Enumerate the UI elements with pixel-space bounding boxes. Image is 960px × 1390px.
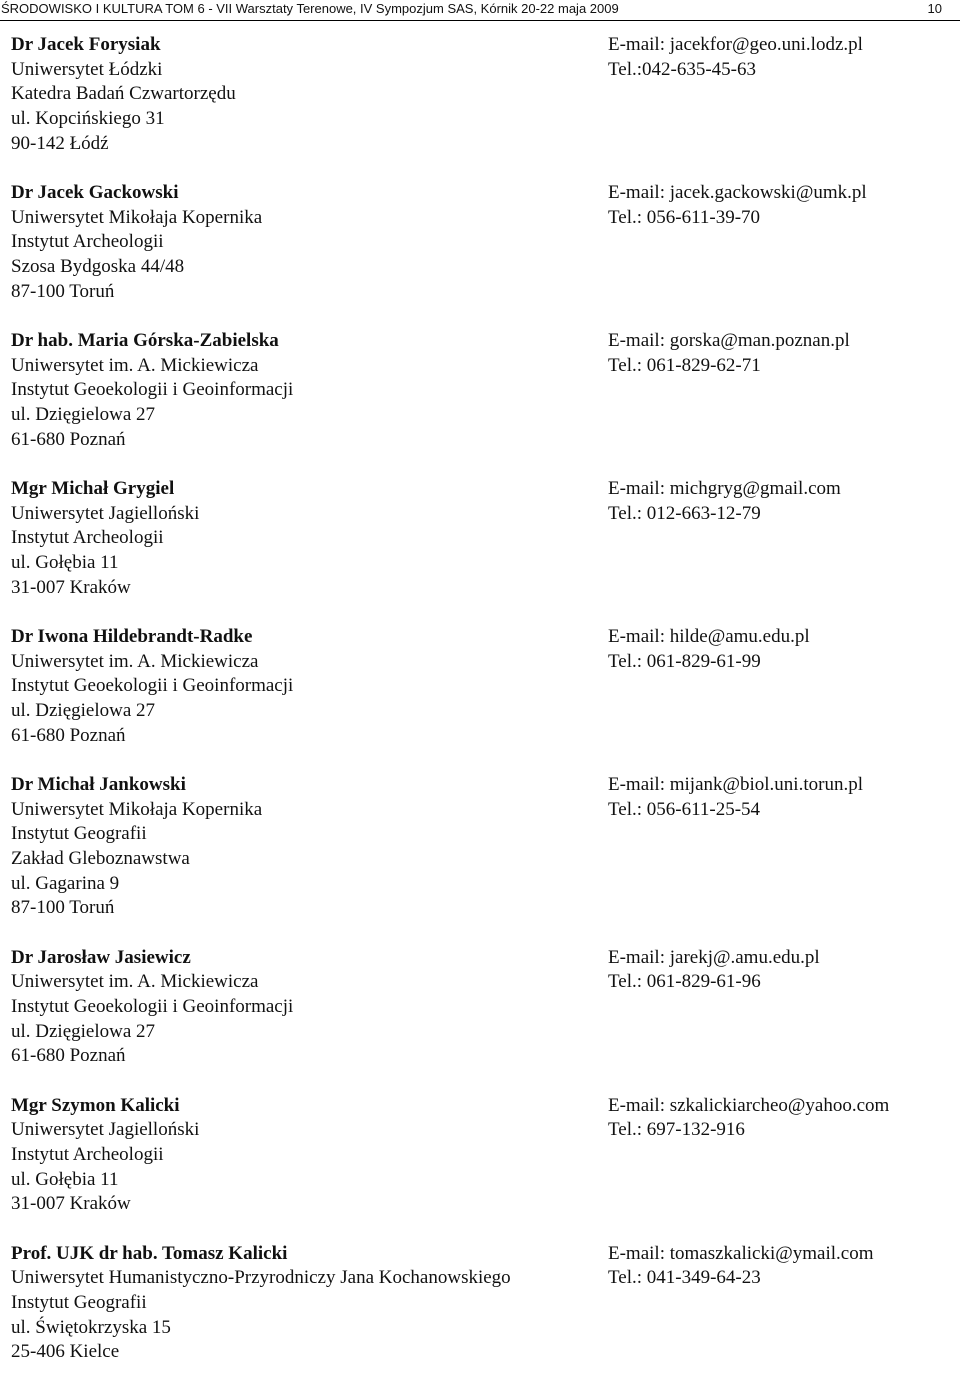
address-line: Uniwersytet Łódzki <box>11 58 163 80</box>
contact-phone: Tel.: 056-611-39-70 <box>608 206 761 228</box>
address-line: Instytut Geografii <box>11 823 147 845</box>
address-line: 61-680 Poznań <box>11 428 126 450</box>
address-line: 31-007 Kraków <box>11 1193 131 1215</box>
contact-details <box>608 946 958 995</box>
contact-entry <box>0 1094 960 1242</box>
address-line: 87-100 Toruń <box>11 897 115 919</box>
running-header <box>0 0 960 21</box>
contact-email: E-mail: szkalickiarcheo@yahoo.com <box>608 1094 890 1116</box>
address-line: 25-406 Kielce <box>11 1341 120 1363</box>
address-line: Uniwersytet im. A. Mickiewicza <box>11 354 259 376</box>
address-line: Uniwersytet Jagielloński <box>11 502 200 524</box>
contact-entry <box>0 773 960 946</box>
address-line: Instytut Geoekologii i Geoinformacji <box>11 379 294 401</box>
contact-phone: Tel.: 061-829-61-99 <box>608 650 761 672</box>
address-line: Szosa Bydgoska 44/48 <box>11 256 185 278</box>
contact-entry <box>0 33 960 181</box>
contact-email: E-mail: mijank@biol.uni.torun.pl <box>608 774 863 795</box>
address-line: ul. Gołębia 11 <box>11 1168 119 1190</box>
contact-phone: Tel.: 697-132-916 <box>608 1119 745 1141</box>
contact-phone: Tel.: 056-611-25-54 <box>608 798 761 820</box>
contact-address <box>11 1242 596 1365</box>
contact-address <box>11 33 596 156</box>
contact-phone: Tel.:042-635-45-63 <box>608 58 757 80</box>
contact-details <box>608 1094 958 1143</box>
contact-name: Dr Jarosław Jasiewicz <box>11 946 191 968</box>
contact-email: E-mail: hilde@amu.edu.pl <box>608 626 810 647</box>
contact-email: E-mail: michgryg@gmail.com <box>608 478 841 499</box>
address-line: 61-680 Poznań <box>11 724 126 746</box>
contact-entry <box>0 625 960 773</box>
address-line: Instytut Archeologii <box>11 1144 164 1166</box>
contact-name: Prof. UJK dr hab. Tomasz Kalicki <box>11 1242 288 1264</box>
contact-email: E-mail: jacekfor@geo.uni.lodz.pl <box>608 34 863 55</box>
contact-address <box>11 477 596 600</box>
address-line: Zakład Gleboznawstwa <box>11 848 190 870</box>
contact-email: E-mail: jacek.gackowski@umk.pl <box>608 182 867 203</box>
contact-name: Dr Michał Jankowski <box>11 774 186 795</box>
contact-email: E-mail: tomaszkalicki@ymail.com <box>608 1242 874 1264</box>
contact-email: E-mail: gorska@man.poznan.pl <box>608 330 850 351</box>
address-line: Katedra Badań Czwartorzędu <box>11 83 236 105</box>
address-line: Instytut Geografii <box>11 1292 147 1314</box>
header-title: ŚRODOWISKO I KULTURA TOM 6 - VII Warsztaty Terenowe, IV Sympozjum SAS, Kórnik 20-22 maja 2009 <box>1 1 619 16</box>
address-line: ul. Gołębia 11 <box>11 552 119 574</box>
contact-details <box>608 477 958 526</box>
address-line: Uniwersytet Humanistyczno-Przyrodniczy Jana Kochanowskiego <box>11 1267 511 1289</box>
contact-address <box>11 625 596 748</box>
contact-details <box>608 1242 958 1291</box>
contact-entry <box>0 329 960 477</box>
address-line: 31-007 Kraków <box>11 576 131 598</box>
contact-entry <box>0 477 960 625</box>
contact-address <box>11 946 596 1069</box>
contact-name: Dr Jacek Gackowski <box>11 182 179 203</box>
address-line: 87-100 Toruń <box>11 280 115 302</box>
contact-entry <box>0 181 960 329</box>
address-line: Instytut Geoekologii i Geoinformacji <box>11 675 294 697</box>
contact-name: Dr hab. Maria Górska-Zabielska <box>11 330 279 351</box>
address-line: ul. Dzięgielowa 27 <box>11 700 156 722</box>
address-line: 61-680 Poznań <box>11 1045 126 1067</box>
address-line: Uniwersytet Jagielloński <box>11 1119 200 1141</box>
address-line: ul. Dzięgielowa 27 <box>11 404 156 426</box>
contact-email: E-mail: jarekj@.amu.edu.pl <box>608 946 820 968</box>
contact-address <box>11 1094 596 1217</box>
address-line: ul. Kopcińskiego 31 <box>11 108 165 130</box>
contact-address <box>11 329 596 452</box>
address-line: Uniwersytet im. A. Mickiewicza <box>11 650 259 672</box>
address-line: ul. Gagarina 9 <box>11 872 120 894</box>
address-line: ul. Świętokrzyska 15 <box>11 1316 171 1338</box>
address-line: ul. Dzięgielowa 27 <box>11 1020 156 1042</box>
address-line: 90-142 Łódź <box>11 132 109 154</box>
contact-details <box>608 625 958 674</box>
contact-details <box>608 181 958 230</box>
contact-details <box>608 329 958 378</box>
contact-phone: Tel.: 061-829-62-71 <box>608 354 761 376</box>
contact-name: Dr Jacek Forysiak <box>11 34 161 55</box>
contact-address <box>11 773 596 921</box>
address-line: Instytut Archeologii <box>11 231 164 253</box>
contact-name: Mgr Szymon Kalicki <box>11 1094 180 1116</box>
address-line: Uniwersytet Mikołaja Kopernika <box>11 206 263 228</box>
contact-list <box>0 33 960 1390</box>
contact-address <box>11 181 596 304</box>
contact-name: Dr Iwona Hildebrandt-Radke <box>11 626 253 647</box>
contact-entry <box>0 1242 960 1390</box>
address-line: Instytut Geoekologii i Geoinformacji <box>11 996 294 1018</box>
contact-name: Mgr Michał Grygiel <box>11 478 175 499</box>
contact-details <box>608 773 958 822</box>
address-line: Uniwersytet Mikołaja Kopernika <box>11 798 263 820</box>
address-line: Uniwersytet im. A. Mickiewicza <box>11 971 259 993</box>
contact-details <box>608 33 958 82</box>
contact-entry <box>0 946 960 1094</box>
contact-phone: Tel.: 012-663-12-79 <box>608 502 761 524</box>
address-line: Instytut Archeologii <box>11 527 164 549</box>
contact-phone: Tel.: 041-349-64-23 <box>608 1267 761 1289</box>
contact-phone: Tel.: 061-829-61-96 <box>608 971 761 993</box>
page-number: 10 <box>927 1 942 16</box>
